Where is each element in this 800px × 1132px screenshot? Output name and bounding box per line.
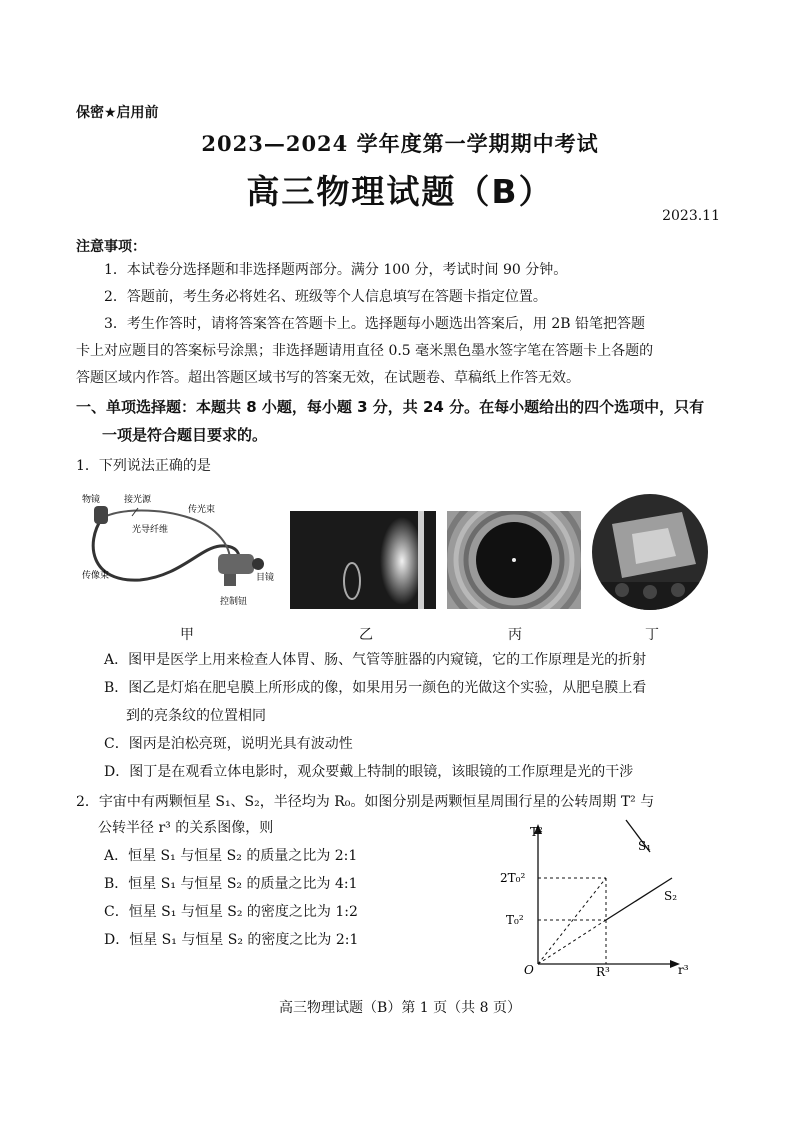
q1-option-b-cont: 到的亮条纹的位置相同: [126, 708, 266, 724]
origin-label: O: [524, 963, 534, 977]
notice-item-3: 3．考生作答时，请将答案答在答题卡上。选择题每小题选出答案后，用 2B 铅笔把答题: [104, 316, 646, 332]
q2-stem: 2．宇宙中有两颗恒星 S₁、S₂，半径均为 R₀。如图分别是两颗恒星周围行星的公转周期 T² 与: [76, 794, 655, 810]
x-axis-label: r³: [678, 963, 689, 977]
figure-soap-film: [290, 511, 436, 609]
line-s2: [606, 878, 672, 920]
label-light-beam: 传光束: [188, 505, 216, 515]
notice-item-2: 2．答题前，考生务必将姓名、班级等个人信息填写在答题卡指定位置。: [104, 289, 547, 305]
exam-title: 2023—2024 学年度第一学期期中考试: [201, 131, 599, 156]
figure-poisson-spot: [447, 511, 581, 609]
notice-item-3-cont2: 答题区域内作答。超出答题区域书写的答案无效，在试题卷、草稿纸上作答无效。: [76, 370, 580, 386]
page-footer: 高三物理试题（B）第 1 页（共 8 页）: [279, 1000, 521, 1016]
y-tick-t0: T₀²: [506, 913, 524, 927]
soap-film-photo: [290, 511, 436, 609]
figure-label-jia: 甲: [180, 627, 194, 643]
3d-movie-photo: [592, 494, 708, 610]
q2-stem-cont: 公转半径 r³ 的关系图像，则: [98, 820, 274, 836]
figure-label-bing: 丙: [508, 627, 522, 643]
section-heading: 一、单项选择题：本题共 8 小题，每小题 3 分，共 24 分。在每小题给出的四个选项中，只有: [76, 398, 705, 416]
notice-item-3-cont: 卡上对应题目的答案标号涂黑；非选择题请用直径 0.5 毫米黑色墨水签字笔在答题卡上各题的: [76, 343, 654, 359]
label-light-source: 接光源: [124, 495, 152, 505]
q2-option-d: D．恒星 S₁ 与恒星 S₂ 的密度之比为 2:1: [104, 932, 359, 948]
q1-option-c: C．图丙是泊松亮斑，说明光具有波动性: [104, 736, 353, 752]
section-heading-cont: 一项是符合题目要求的。: [102, 426, 268, 444]
figure-3d-movie: [592, 494, 708, 610]
notice-item-1: 1．本试卷分选择题和非选择题两部分。满分 100 分，考试时间 90 分钟。: [104, 262, 568, 278]
q2-option-c: C．恒星 S₁ 与恒星 S₂ 的密度之比为 1:2: [104, 904, 358, 920]
line-s2-label: S₂: [664, 889, 678, 903]
label-control: 控制钮: [220, 597, 248, 607]
q2-option-a: A．恒星 S₁ 与恒星 S₂ 的质量之比为 2:1: [104, 848, 358, 864]
figure-endoscope: [80, 488, 280, 613]
line-s1-label: S₁: [638, 839, 652, 853]
s1-extension: [538, 878, 606, 964]
q2-option-b: B．恒星 S₁ 与恒星 S₂ 的质量之比为 4:1: [104, 876, 358, 892]
paper-title: 高三物理试题（B）: [246, 172, 554, 211]
endoscope-drawing: [80, 488, 280, 613]
label-fiber: 光导纤维: [132, 525, 169, 535]
y-axis-label: T²: [530, 825, 543, 839]
q1-stem: 1．下列说法正确的是: [76, 458, 211, 474]
figure-label-ding: 丁: [645, 627, 659, 643]
y-tick-2t0: 2T₀²: [500, 871, 526, 885]
q1-option-b: B．图乙是灯焰在肥皂膜上所形成的像，如果用另一颜色的光做这个实验，从肥皂膜上看: [104, 680, 647, 696]
label-eyepiece: 目镜: [256, 573, 275, 583]
confidential-mark: 保密★启用前: [76, 105, 159, 121]
x-tick-r3: R³: [596, 965, 610, 978]
q1-option-d: D．图丁是在观看立体电影时，观众要戴上特制的眼镜，该眼镜的工作原理是光的干涉: [104, 764, 634, 780]
s2-extension: [538, 920, 606, 964]
q1-option-a: A．图甲是医学上用来检查人体胃、肠、气管等脏器的内窥镜，它的工作原理是光的折射: [104, 652, 647, 668]
figure-label-yi: 乙: [359, 627, 373, 643]
label-objective: 物镜: [82, 495, 101, 505]
t2-r3-graph: [496, 818, 700, 978]
exam-date: 2023.11: [662, 208, 720, 224]
poisson-spot-photo: [447, 511, 581, 609]
notice-heading: 注意事项：: [76, 239, 146, 255]
label-image-beam: 传像束: [82, 571, 110, 581]
